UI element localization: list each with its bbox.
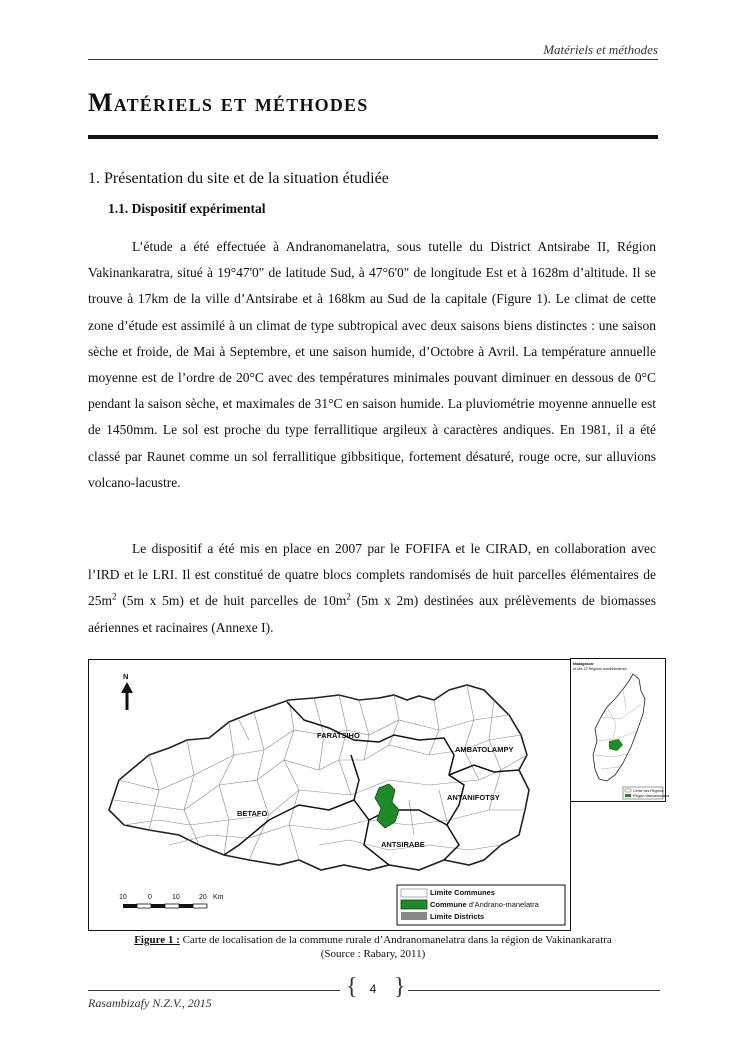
- legend-limite-communes: Limite Communes: [430, 888, 496, 897]
- running-head: Matériels et méthodes: [543, 42, 658, 57]
- scale-label-km: Km: [213, 894, 224, 901]
- inset-title-1: Madagascar: [573, 662, 594, 666]
- caption-source: (Source : Rabary, 2011): [320, 948, 426, 960]
- scale-label-10: 10: [172, 894, 180, 901]
- legend-swatch-communes: [401, 889, 427, 897]
- section-title: 1. Présentation du site et de la situation étudiée: [88, 170, 389, 187]
- caption-line: [88, 933, 658, 947]
- chapter-title: Matériels et méthodes: [88, 88, 369, 117]
- inset-legend-swatch-2: [625, 794, 631, 797]
- header-rule: [88, 59, 658, 60]
- region-outline: [109, 685, 529, 870]
- north-arrow-icon: [121, 682, 133, 710]
- district-label-ambatolampy: AMBATOLAMPY: [455, 745, 514, 754]
- madagascar-outline: [593, 674, 645, 781]
- paragraph-site-description: L’étude a été effectuée à Andranomanelatra, sous tutelle du District Antsirabe II, Région Vakinankaratra, situé à 19°47'0" de latitude Sud, à 47°6'0" de longitude Est et à 1628m d’altitude. Il se trouve à 17km de la ville d’Antsirabe et à 168km au Sud de la capitale (Figure 1). Le climat de cette zone d’étude est assimilé à un climat de type subtropical avec deux saisons biens distinctes : une saison sèche et froide, de Mai à Septembre, et une saison humide, d’Octobre à Avril. La température annuelle moyenne est de l’ordre de 20°C avec des températures minimales pouvant diminuer en dessous de 0°C pendant la saison sèche, et maximales de 31°C en saison humide. La pluviométrie moyenne annuelle est de 1450mm. Le sol est proche du type ferrallitique argileux à caractères andiques. En 1981, il a été classé par Raunet comme un sol ferrallitique gibbsitique, fortement désaturé, rouge ocre, sur alluvions volcano-lacustre.: [88, 239, 656, 490]
- location-map: [88, 659, 571, 931]
- caption-text: Carte de localisation de la commune rurale d’Andranomanelatra dans la région de Vakinankaratra: [179, 934, 612, 946]
- title-rule: [88, 135, 658, 139]
- north-label: N: [123, 672, 129, 681]
- figure-label: Figure 1 :: [134, 934, 180, 946]
- legend-commune-suffix: d’Andrano-manelatra: [468, 900, 539, 909]
- subsection-title: 1.1. Dispositif expérimental: [108, 201, 266, 216]
- page-number: 4: [369, 982, 377, 996]
- inset-legend-1: Limite des Régions: [633, 789, 664, 793]
- p2-text-3: (5m x 2m) destinées aux prélèvements de biomasses aériennes et racinaires (Annexe I).: [88, 593, 656, 635]
- scale-label-0: 0: [148, 894, 152, 901]
- inset-title-2: et ses 22 Régions administratives: [573, 667, 627, 671]
- inset-legend-swatch-1: [625, 789, 631, 792]
- scale-bar: [123, 904, 207, 908]
- footer-rule-left: [88, 990, 340, 991]
- scale-label-10-left: 10: [119, 894, 127, 901]
- inset-legend-2: Région Vakinankaratra: [633, 794, 670, 798]
- map-drawing: [89, 660, 570, 930]
- legend-swatch-districts: [401, 912, 427, 920]
- legend-commune: [430, 900, 540, 909]
- legend-limite-districts: Limite Districts: [430, 912, 485, 921]
- p2-sup-1: 2: [112, 591, 117, 602]
- page-brace-left-icon: {: [346, 974, 358, 1000]
- district-label-antanifotsy: ANTANIFOTSY: [447, 793, 500, 802]
- page-brace-right-icon: }: [394, 974, 406, 1000]
- district-label-betafo: BETAFO: [237, 809, 268, 818]
- p2-sup-2: 2: [346, 591, 351, 602]
- p2-text-2: (5m x 5m) et de huit parcelles de 10m: [116, 593, 347, 609]
- legend-commune-prefix: Commune: [430, 900, 469, 909]
- legend-swatch-commune: [401, 900, 427, 909]
- district-label-faratsiho: FARATSIHO: [317, 731, 360, 740]
- footer-author: Rasambizafy N.Z.V., 2015: [88, 996, 212, 1010]
- madagascar-inset-map: [570, 658, 670, 802]
- p2-text-1: Le dispositif a été mis en place en 2007 par le FOFIFA et le CIRAD, en collaboration avec l’IRD et le LRI. Il est constitué de quatre blocs complets randomisés de huit parcelles élémentaires de 25m: [88, 541, 656, 609]
- figure-caption: [88, 933, 658, 961]
- paragraph-experimental-design: [88, 536, 656, 641]
- footer-rule-right: [408, 990, 660, 991]
- district-label-antsirabe: ANTSIRABE: [381, 840, 425, 849]
- inset-drawing: [571, 659, 670, 801]
- scale-label-20: 20: [199, 894, 207, 901]
